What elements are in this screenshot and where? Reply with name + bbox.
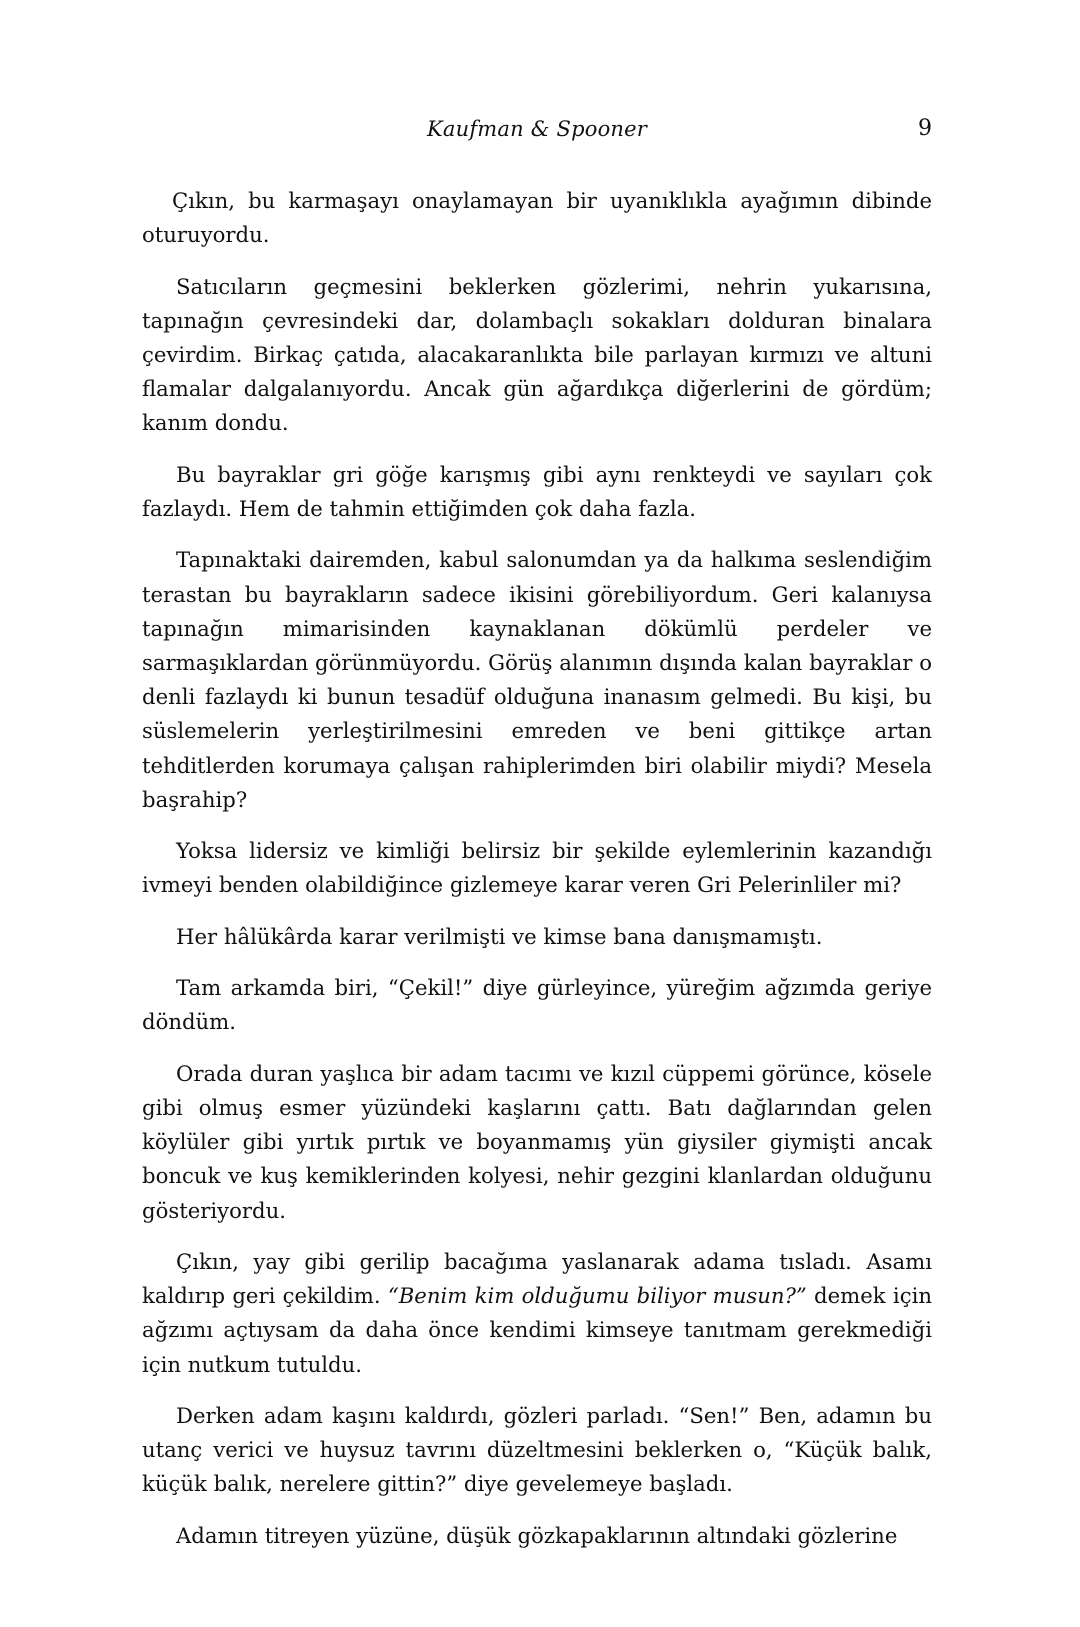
- page-number: 9: [918, 116, 932, 141]
- paragraph: Bu bayraklar gri göğe karışmış gibi aynı renkteydi ve sayıları çok fazlaydı. Hem de tahmin ettiğimden çok daha fazla.: [142, 461, 932, 521]
- paragraph: Derken adam kaşını kaldırdı, gözleri parladı. “Sen!” Ben, adamın bu utanç verici ve huysuz tavrını düzeltmesini beklerken o, “Küçük balık, küçük balık, nerelere gittin?” diye gevelemeye başladı.: [142, 1402, 932, 1497]
- paragraph-segment: Çıkın, yay gibi gerilip bacağıma yaslanarak adama tısladı. Asamı kaldırıp geri çekildim.: [142, 1248, 932, 1309]
- paragraph-with-italic: [142, 1245, 932, 1382]
- body-text: [142, 184, 932, 1553]
- paragraph: Her hâlükârda karar verilmişti ve kimse bana danışmamıştı.: [176, 923, 823, 949]
- running-title: Kaufman & Spooner: [426, 117, 647, 141]
- paragraph: Tapınaktaki dairemden, kabul salonumdan ya da halkıma seslendiğim terastan bu bayrakların sadece ikisini görebiliyordum. Geri kalanıysa tapınağın mimarisinden kaynaklanan dökümlü perdeler ve sarmaşıklardan görünmüyordu. Görüş alanımın dışında kalan bayraklar o denli fazlaydı ki bunun tesadüf olduğuna inanasım gelmedi. Bu kişi, bu süslemelerin yerleştirilmesini emreden ve beni gittikçe artan tehditlerden korumaya çalışan rahiplerimden biri olabilir miydi? Mesela başrahip?: [142, 547, 932, 812]
- paragraph: Çıkın, bu karmaşayı onaylamayan bir uyanıklıkla ayağımın dibinde oturuyordu.: [142, 188, 932, 248]
- paragraph-segment: demek için ağzımı açtıysam da daha önce kendimi kimseye tanıtmam gerekmediği için nutkum tutuldu.: [142, 1283, 932, 1377]
- paragraph: Satıcıların geçmesini beklerken gözlerimi, nehrin yukarısına, tapınağın çevresindeki dar, dolambaçlı sokakları dolduran binalara çevirdim. Birkaç çatıda, alacakaranlıkta bile parlayan kırmızı ve altuni flamalar dalgalanıyordu. Ancak gün ağardıkça diğerlerini de gördüm; kanım dondu.: [142, 273, 932, 436]
- paragraph: Yoksa lidersiz ve kimliği belirsiz bir şekilde eylemlerinin kazandığı ivmeyi benden olabildiğince gizlemeye karar veren Gri Pelerinliler mi?: [142, 838, 932, 898]
- paragraph: Tam arkamda biri, “Çekil!” diye gürleyince, yüreğim ağzımda geriye döndüm.: [142, 975, 932, 1035]
- paragraph: Orada duran yaşlıca bir adam tacımı ve kızıl cüppemi görünce, kösele gibi olmuş esmer yüzündeki kaşlarını çattı. Batı dağlarından gelen köylüler gibi yırtık pırtık ve boyanmamış yün giysiler giymişti ancak boncuk ve kuş kemiklerinden kolyesi, nehir gezgini klanlardan olduğunu gösteriyordu.: [142, 1060, 932, 1223]
- italic-quote: “Benim kim olduğumu biliyor musun?”: [387, 1283, 807, 1309]
- running-header: [142, 114, 932, 148]
- paragraph-continued: Adamın titreyen yüzüne, düşük gözkapaklarının altındaki gözlerine: [176, 1522, 898, 1548]
